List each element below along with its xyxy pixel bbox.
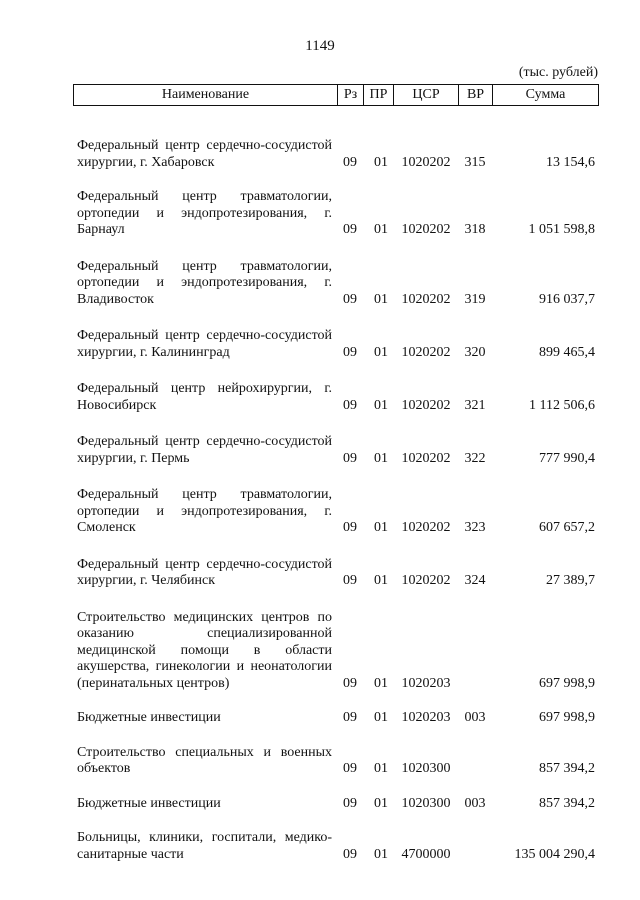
cell-sum: 777 990,4 [539, 450, 595, 466]
cell-pr: 01 [374, 795, 388, 811]
table-row [77, 189, 597, 239]
cell-pr: 01 [374, 846, 388, 862]
table-row [77, 381, 597, 414]
cell-sum: 27 389,7 [546, 573, 595, 588]
cell-name: Федеральный центр травматологии, ортопедии и эндопротезирования, г. Барнаул [77, 189, 332, 237]
cell-vr: 003 [464, 710, 486, 725]
cell-rz: 09 [343, 520, 357, 535]
cell-rz: 09 [343, 573, 357, 588]
header-name: Наименование [74, 85, 338, 106]
cell-vr: 322 [464, 450, 486, 466]
cell-rz: 09 [343, 291, 357, 307]
cell-pr: 01 [374, 154, 388, 170]
cell-rz: 09 [343, 222, 357, 237]
cell-vr: 315 [464, 154, 486, 170]
cell-vr: 321 [464, 397, 486, 413]
cell-vr: 319 [464, 291, 486, 307]
cell-csr: 1020202 [401, 222, 451, 237]
table-body [77, 120, 597, 863]
cell-vr: 320 [464, 344, 486, 360]
cell-rz: 09 [343, 795, 357, 811]
cell-sum: 1 112 506,6 [529, 397, 595, 413]
cell-pr: 01 [374, 573, 388, 588]
cell-rz: 09 [343, 450, 357, 466]
cell-vr: 324 [464, 573, 486, 588]
cell-name: Федеральный центр сердечно-сосудистой хирургии, г. Пермь [77, 434, 332, 466]
table-header [73, 84, 599, 106]
table-row [77, 710, 597, 727]
cell-vr: 323 [464, 520, 486, 535]
header-pr: ПР [364, 85, 394, 106]
cell-name: Бюджетные инвестиции [77, 710, 221, 725]
cell-name: Строительство медицинских центров по оказанию специализированной медицинской помощи в области акушерства, гинекологии и неонатологии (перинатальных центров) [77, 609, 332, 691]
cell-pr: 01 [374, 520, 388, 535]
cell-csr: 1020202 [401, 573, 451, 588]
cell-name: Федеральный центр нейрохирургии, г. Новосибирск [77, 381, 332, 413]
cell-name: Федеральный центр сердечно-сосудистой хирургии, г. Челябинск [77, 556, 332, 588]
cell-name: Больницы, клиники, госпитали, медико-санитарные части [77, 830, 332, 862]
cell-name: Федеральный центр сердечно-сосудистой хирургии, г. Калининград [77, 328, 332, 360]
table-row [77, 259, 597, 309]
cell-rz: 09 [343, 710, 357, 725]
table-row [77, 434, 597, 467]
cell-csr: 1020203 [401, 710, 451, 725]
page-number: 1149 [305, 38, 335, 54]
cell-rz: 09 [343, 154, 357, 170]
cell-sum: 607 657,2 [539, 520, 595, 535]
cell-sum: 13 154,6 [546, 154, 595, 170]
cell-csr: 1020203 [401, 675, 451, 691]
header-sum: Сумма [493, 85, 599, 106]
cell-name: Федеральный центр сердечно-сосудистой хирургии, г. Хабаровск [77, 138, 332, 170]
table-row [77, 328, 597, 361]
cell-rz: 09 [343, 761, 357, 776]
cell-csr: 4700000 [401, 846, 451, 862]
cell-pr: 01 [374, 675, 388, 691]
cell-name: Федеральный центр травматологии, ортопедии и эндопротезирования, г. Владивосток [77, 258, 332, 307]
cell-pr: 01 [374, 222, 388, 237]
cell-vr: 003 [464, 795, 486, 811]
cell-vr: 318 [464, 222, 486, 237]
cell-sum: 1 051 598,8 [528, 222, 595, 237]
cell-csr: 1020202 [401, 154, 451, 170]
table-row [77, 557, 597, 590]
cell-csr: 1020202 [401, 450, 451, 466]
cell-csr: 1020202 [401, 344, 451, 360]
table-row [77, 745, 597, 778]
cell-rz: 09 [343, 675, 357, 691]
header-vr: ВР [459, 85, 493, 106]
cell-rz: 09 [343, 344, 357, 360]
units-label: (тыс. рублей) [518, 65, 598, 80]
cell-csr: 1020202 [401, 520, 451, 535]
cell-pr: 01 [374, 450, 388, 466]
cell-csr: 1020202 [401, 291, 451, 307]
cell-pr: 01 [374, 291, 388, 307]
cell-sum: 135 004 290,4 [514, 846, 595, 862]
cell-csr: 1020202 [401, 397, 451, 413]
header-csr: ЦСР [394, 85, 459, 106]
cell-sum: 857 394,2 [539, 795, 595, 811]
cell-rz: 09 [343, 846, 357, 862]
table-row [77, 830, 597, 863]
cell-name: Бюджетные инвестиции [77, 795, 221, 811]
cell-pr: 01 [374, 344, 388, 360]
cell-sum: 916 037,7 [539, 291, 595, 307]
table-row [77, 796, 597, 813]
cell-sum: 899 465,4 [539, 344, 595, 360]
cell-name: Федеральный центр травматологии, ортопедии и эндопротезирования, г. Смоленск [77, 487, 332, 535]
cell-rz: 09 [343, 397, 357, 413]
cell-sum: 857 394,2 [539, 761, 595, 776]
cell-csr: 1020300 [401, 795, 451, 811]
cell-pr: 01 [374, 761, 388, 776]
cell-pr: 01 [374, 710, 388, 725]
table-row [77, 138, 597, 171]
cell-sum: 697 998,9 [539, 675, 595, 691]
cell-csr: 1020300 [401, 761, 451, 776]
table-row [77, 610, 597, 693]
cell-sum: 697 998,9 [539, 710, 595, 725]
cell-pr: 01 [374, 397, 388, 413]
cell-name: Строительство специальных и военных объектов [77, 744, 332, 776]
header-rz: Рз [338, 85, 364, 106]
table-row [77, 487, 597, 537]
